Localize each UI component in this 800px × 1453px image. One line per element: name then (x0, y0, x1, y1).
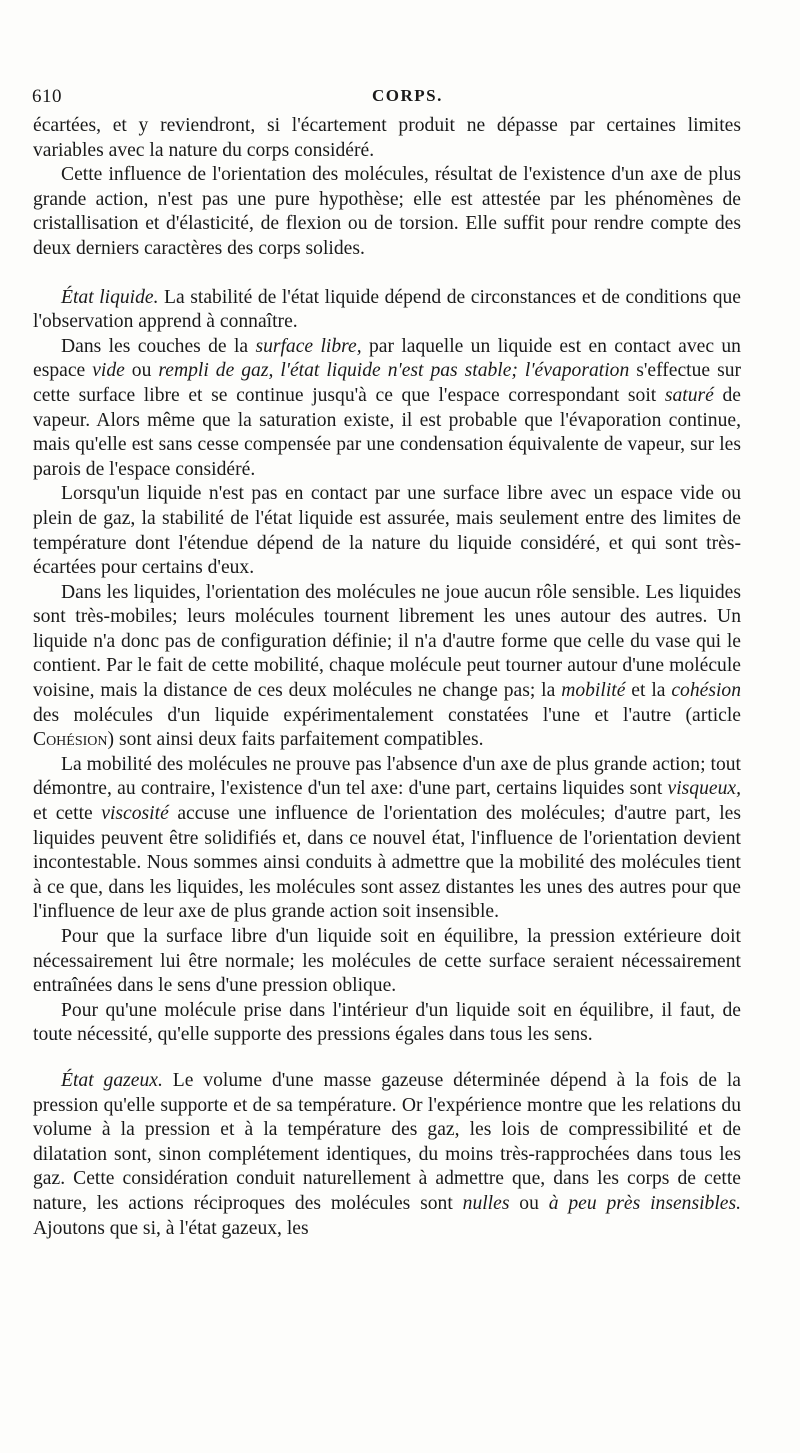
text-run: par laquelle un liquide est en contact avec un espace (33, 335, 741, 382)
italic-text: cohésion (671, 680, 741, 702)
text-run: La mobilité des molécules ne prouve pas l'absence d'un axe de plus grande action; tout démontre, au contraire, l'existence d'un tel axe: d'une part, certains liquides sont (33, 753, 741, 800)
text-run: de vapeur. Alors même que la saturation existe, il est probable que l'évaporation continue, mais qu'elle est sans cesse compensée par une condensation équivalente de vapeur, sur les parois de l'espace considéré. (33, 384, 741, 480)
section-liquid-paragraph (33, 286, 741, 335)
text-run: Dans les liquides, l'orientation des molécules ne joue aucun rôle sensible. Les liquides sont très-mobiles; leurs molécules tournent librement les unes autour des autres. Un liquide n'a donc pas de configuration définie; il n'a d'autre forme que celle du vase qui le contient. Par le fait de cette mobilité, chaque molécule peut tourner autour d'une molécule voisine, mais la distance de ces deux molécules ne change pas; la (33, 581, 741, 702)
page-number: 610 (32, 86, 62, 107)
text-run: ou (509, 1192, 549, 1214)
paragraph (33, 581, 741, 753)
italic-text: viscosité (101, 803, 169, 825)
text-run: Lorsqu'un liquide n'est pas en contact par une surface libre avec un espace vide ou plein de gaz, la stabilité de l'état liquide est assurée, mais seulement entre des limites de température dont l'étendue dépend de la nature du liquide considéré, et qui sont très-écartées pour certains d'eux. (33, 483, 741, 579)
text-run: Cette influence de l'orientation des molécules, résultat de l'existence d'un axe de plus grande action, n'est pas une pure hypothèse; elle est attestée par les phénomènes de cristallisation et d'élasticité, de flexion ou de torsion. Elle suffit pour rendre compte des deux derniers caractères des corps solides. (33, 164, 741, 259)
paragraph (33, 753, 741, 925)
italic-text: État gazeux. (61, 1069, 163, 1091)
text-run: Ajoutons que si, à l'état gazeux, les (33, 1217, 309, 1239)
italic-text: visqueux, (667, 778, 741, 800)
paragraph (33, 163, 741, 261)
italic-text: nulles (462, 1192, 510, 1214)
text-run: et cette (33, 803, 102, 825)
text-run: ) sont ainsi deux faits parfaitement compatibles. (107, 729, 484, 751)
paragraph (33, 999, 741, 1048)
italic-text: vide (92, 360, 125, 382)
text-run: écartées, et y reviendront, si l'écartement produit ne dépasse par certaines limites variables avec la nature du corps considéré. (33, 115, 741, 161)
text-run: Dans les couches de la (61, 335, 256, 357)
text-run: Le volume d'une masse gazeuse déterminée dépend à la fois de la pression qu'elle supporte et de sa température. Or l'expérience montre que les relations du volume à la pression et à la température des gaz, les lois de compressibilité et de dilatation sont, sinon complétement identiques, du moins très-rapprochées dans tous les gaz. Cette considération conduit naturellement à admettre que, dans les corps de cette nature, les actions réciproques des molécules sont (33, 1069, 742, 1214)
italic-text: l'état liquide n'est pas stable; l'évaporation (280, 360, 630, 382)
text-run: Pour que la surface libre d'un liquide soit en équilibre, la pression extérieure doit nécessairement lui être normale; les molécules de cette surface seraient nécessairement entraînées dans le sens d'une pression oblique. (33, 926, 741, 997)
text-run: ou (124, 360, 159, 382)
italic-text: État liquide. (61, 286, 159, 308)
italic-text: rempli de gaz, (158, 360, 274, 382)
paragraph (33, 482, 741, 580)
paragraph (33, 335, 741, 483)
text-run: s'effectue sur cette surface libre et se continue jusqu'à ce que l'espace correspondant soit (33, 360, 742, 406)
running-head: CORPS. (372, 86, 443, 105)
body-text (33, 114, 741, 1241)
section-gas-paragraph (33, 1069, 741, 1241)
small-caps-text: Cohésion (33, 729, 108, 751)
text-run: des molécules d'un liquide expérimentalement constatées l'une et l'autre (article (33, 704, 741, 726)
italic-text: mobilité (561, 680, 626, 702)
italic-text: à peu près insensibles. (548, 1192, 741, 1214)
text-run: Pour qu'une molécule prise dans l'intérieur d'un liquide soit en équilibre, il faut, de toute nécessité, qu'elle supporte des pressions égales dans tous les sens. (33, 999, 741, 1046)
italic-text: saturé (664, 384, 714, 406)
text-run: La stabilité de l'état liquide dépend de circonstances et de conditions que l'observation apprend à connaître. (33, 286, 741, 333)
text-run: accuse une influence de l'orientation des molécules; d'autre part, les liquides peuvent être solidifiés et, dans ce nouvel état, l'influence de l'orientation devient incontestable. Nous sommes ainsi conduits à admettre que la mobilité des molécules tient à ce que, dans les liquides, les molécules sont assez distantes les unes des autres pour que l'influence de leur axe de plus grande action soit insensible. (33, 803, 741, 923)
text-run: et la (625, 680, 672, 702)
paragraph (33, 925, 741, 999)
italic-text: surface libre, (255, 335, 362, 357)
paragraph (33, 114, 741, 163)
page-header (32, 86, 752, 110)
